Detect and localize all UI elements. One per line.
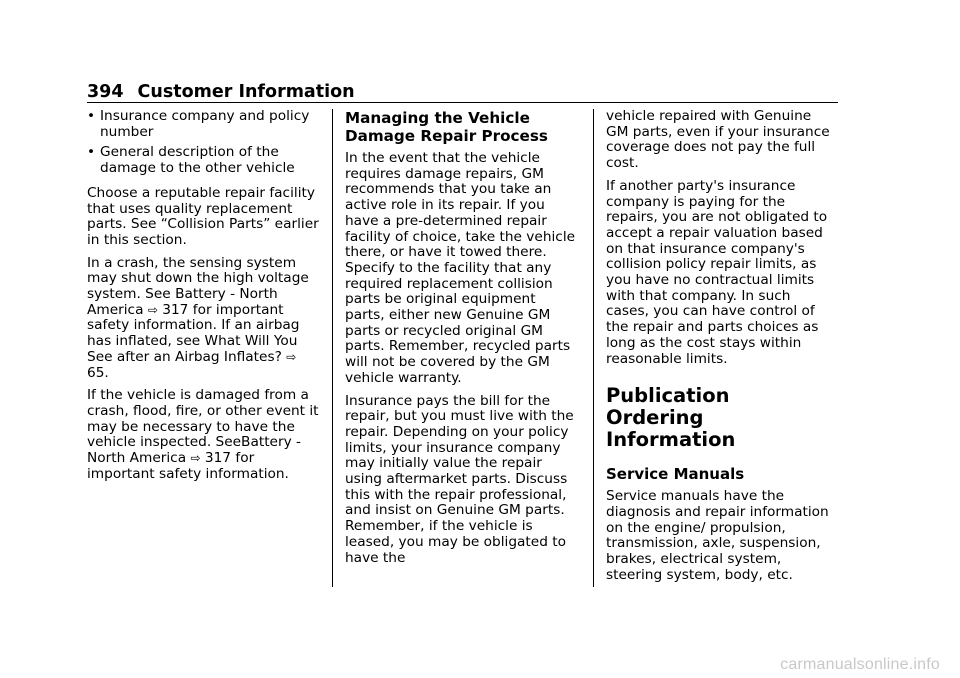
page-number: 394 (87, 82, 124, 102)
page-reference-icon: ⇨ (190, 451, 201, 466)
watermark: carmanualsonline.info (780, 656, 940, 673)
list-item-text: Insurance company and policy number (100, 108, 310, 140)
page-reference-icon: ⇨ (147, 302, 158, 317)
section-title: Customer Information (137, 82, 355, 102)
column-divider (332, 109, 333, 587)
section-heading: Publication Ordering Information (606, 384, 736, 452)
list-item (87, 109, 319, 140)
paragraph: If another party's insurance company is paying for the repairs, you are not obligated to accept a repair valuation based on that insurance company's collision policy repair limits, as you have no contractual limits with that company. In such cases, you can have control of the repair and parts choices as long as the cost stays within reasonable limits. (606, 177, 828, 367)
bullet-dot-icon: • (87, 144, 96, 161)
paragraph: Choose a reputable repair facility that uses quality replacement parts. See “Collision Parts” earlier in this section. (87, 184, 319, 248)
subsection-heading: Service Manuals (606, 465, 745, 484)
list-item (87, 145, 319, 176)
paragraph (87, 388, 319, 482)
section-heading: Managing the Vehicle Damage Repair Process (345, 109, 548, 145)
page-reference-icon: ⇨ (286, 349, 297, 364)
paragraph (87, 256, 319, 382)
paragraph: Insurance pays the bill for the repair, but you must live with the repair. Depending on your policy limits, your insurance company may initially value the repair using aftermarket parts. Discuss this with the repair professional, and insist on Genuine GM parts. Remember, if the vehicle is leased, you may be obligated to have the (345, 392, 574, 566)
paragraph-text: for important safety information. If an airbag has inflated, see What Will You See after an Airbag Inflates? (87, 301, 300, 365)
column-divider (593, 109, 594, 587)
header-rule (87, 102, 838, 103)
paragraph-text: In a crash, the sensing system may shut down the high voltage system. See Battery - North America (87, 254, 309, 318)
paragraph-text: for important safety information. (87, 450, 289, 482)
paragraph-text: If the vehicle is damaged from a crash, flood, fire, or other event it may be necessary to have the vehicle inspected. SeeBattery - North America (87, 387, 319, 467)
page-reference[interactable]: 317 (204, 450, 232, 467)
bullet-dot-icon: • (87, 108, 96, 124)
list-item-text: General description of the damage to the other vehicle (100, 144, 295, 177)
page-reference[interactable]: 65. (87, 364, 109, 381)
paragraph: In the event that the vehicle requires damage repairs, GM recommends that you take an active role in its repair. If you have a pre-determined repair facility of choice, take the vehicle there, or have it towed there. Specify to the facility that any required replacement collision parts be original equipment parts, either new Genuine GM parts or recycled original GM parts. Remember, recycled parts will not be covered by the GM vehicle warranty. (345, 150, 576, 386)
column-2 (345, 109, 577, 573)
paragraph: vehicle repaired with Genuine GM parts, even if your insurance coverage does not pay the full cost. (606, 108, 830, 172)
column-1 (87, 109, 319, 489)
page-header (87, 82, 355, 102)
paragraph: Service manuals have the diagnosis and repair information on the engine/ propulsion, transmission, axle, suspension, brakes, electrical system, steering system, body, etc. (606, 488, 829, 583)
column-3 (606, 109, 832, 590)
page-reference[interactable]: 317 (162, 301, 189, 318)
